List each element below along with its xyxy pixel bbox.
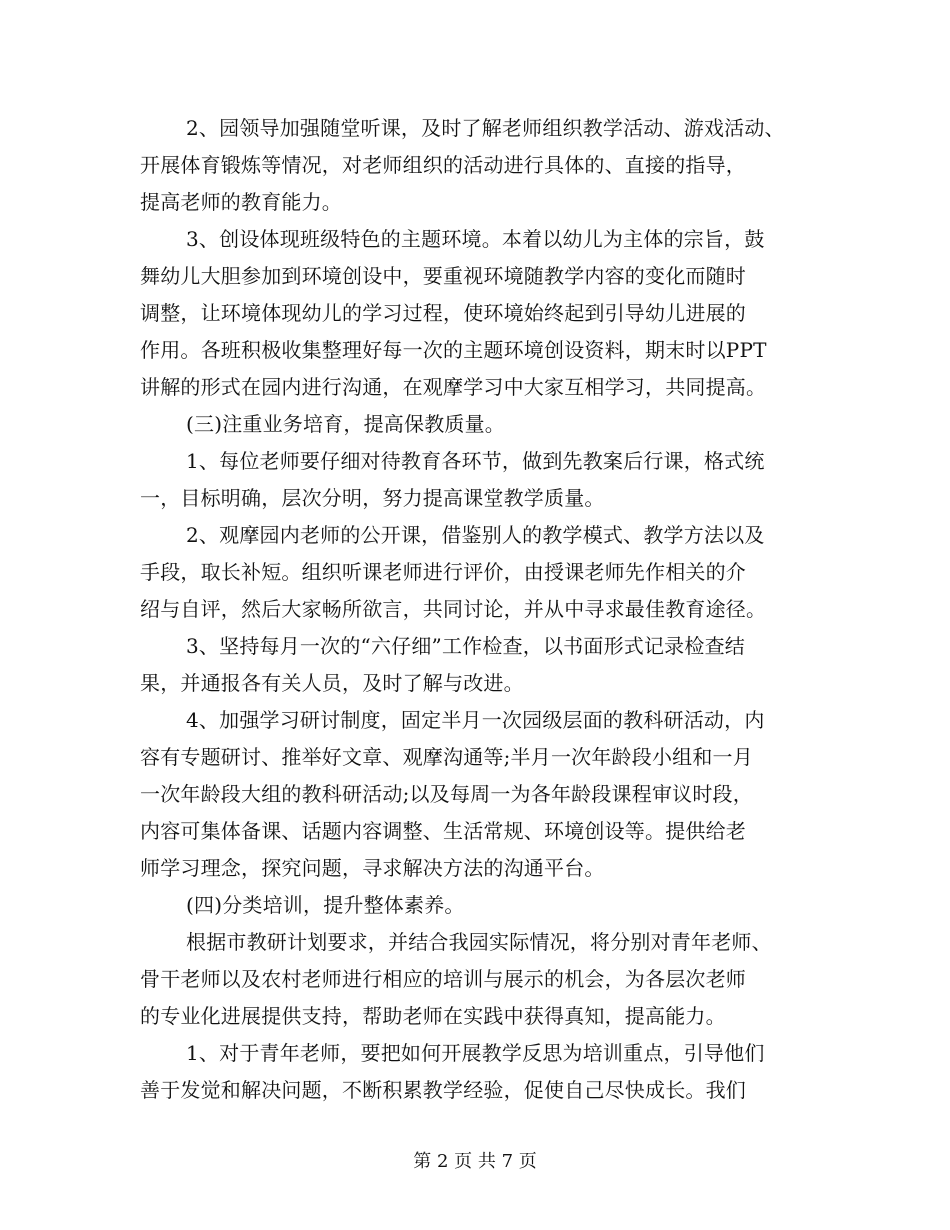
text-line: 容有专题研讨、推举好文章、观摩沟通等;半月一次年龄段小组和一月 bbox=[140, 745, 753, 769]
text-line: 2、观摩园内老师的公开课，借鉴别人的教学模式、教学方法以及 bbox=[186, 523, 765, 547]
section-heading: (四)分类培训，提升整体素养。 bbox=[186, 893, 465, 917]
text-line: 的专业化进展提供支持，帮助老师在实践中获得真知，提高能力。 bbox=[140, 1004, 726, 1028]
text-line: 2、园领导加强随堂听课，及时了解老师组织教学活动、游戏活动、 bbox=[186, 116, 785, 140]
text-line: 绍与自评，然后大家畅所欲言，共同讨论，并从中寻求最佳教育途径。 bbox=[140, 597, 767, 621]
text-line: 开展体育锻炼等情况，对老师组织的活动进行具体的、直接的指导， bbox=[140, 153, 746, 177]
text-line: 内容可集体备课、话题内容调整、生活常规、环境创设等。提供给老 bbox=[140, 819, 746, 843]
text-line: 3、创设体现班级特色的主题环境。本着以幼儿为主体的宗旨，鼓 bbox=[186, 227, 765, 251]
section-heading: (三)注重业务培育，提高保教质量。 bbox=[186, 412, 506, 436]
text-line: 一，目标明确，层次分明，努力提高课堂教学质量。 bbox=[140, 486, 605, 510]
text-line: 一次年龄段大组的教科研活动;以及每周一为各年龄段课程审议时段， bbox=[140, 782, 753, 806]
text-line: 根据市教研计划要求，并结合我园实际情况，将分别对青年老师、 bbox=[186, 930, 772, 954]
text-line: 4、加强学习研讨制度，固定半月一次园级层面的教科研活动，内 bbox=[186, 708, 765, 732]
text-line: 讲解的形式在园内进行沟通，在观摩学习中大家互相学习，共同提高。 bbox=[140, 375, 767, 399]
page-number-footer: 第 2 页 共 7 页 bbox=[413, 1151, 537, 1172]
text-line: 提高老师的教育能力。 bbox=[140, 190, 342, 214]
text-line: 作用。各班积极收集整理好每一次的主题环境创设资料，期末时以PPT bbox=[140, 338, 767, 362]
text-line: 1、对于青年老师，要把如何开展教学反思为培训重点，引导他们 bbox=[186, 1041, 765, 1065]
text-line: 果，并通报各有关人员，及时了解与改进。 bbox=[140, 671, 524, 695]
text-line: 舞幼儿大胆参加到环境创设中，要重视环境随教学内容的变化而随时 bbox=[140, 264, 746, 288]
text-line: 师学习理念，探究问题，寻求解决方法的沟通平台。 bbox=[140, 856, 605, 880]
text-line: 3、坚持每月一次的“六仔细”工作检查，以书面形式记录检查结 bbox=[186, 634, 745, 658]
text-line: 手段，取长补短。组织听课老师进行评价，由授课老师先作相关的介 bbox=[140, 560, 746, 584]
text-line: 骨干老师以及农村老师进行相应的培训与展示的机会，为各层次老师 bbox=[140, 967, 746, 991]
text-line: 调整，让环境体现幼儿的学习过程，使环境始终起到引导幼儿进展的 bbox=[140, 301, 746, 325]
text-line: 善于发觉和解决问题，不断积累教学经验，促使自己尽快成长。我们 bbox=[140, 1078, 746, 1102]
text-line: 1、每位老师要仔细对待教育各环节，做到先教案后行课，格式统 bbox=[186, 449, 765, 473]
